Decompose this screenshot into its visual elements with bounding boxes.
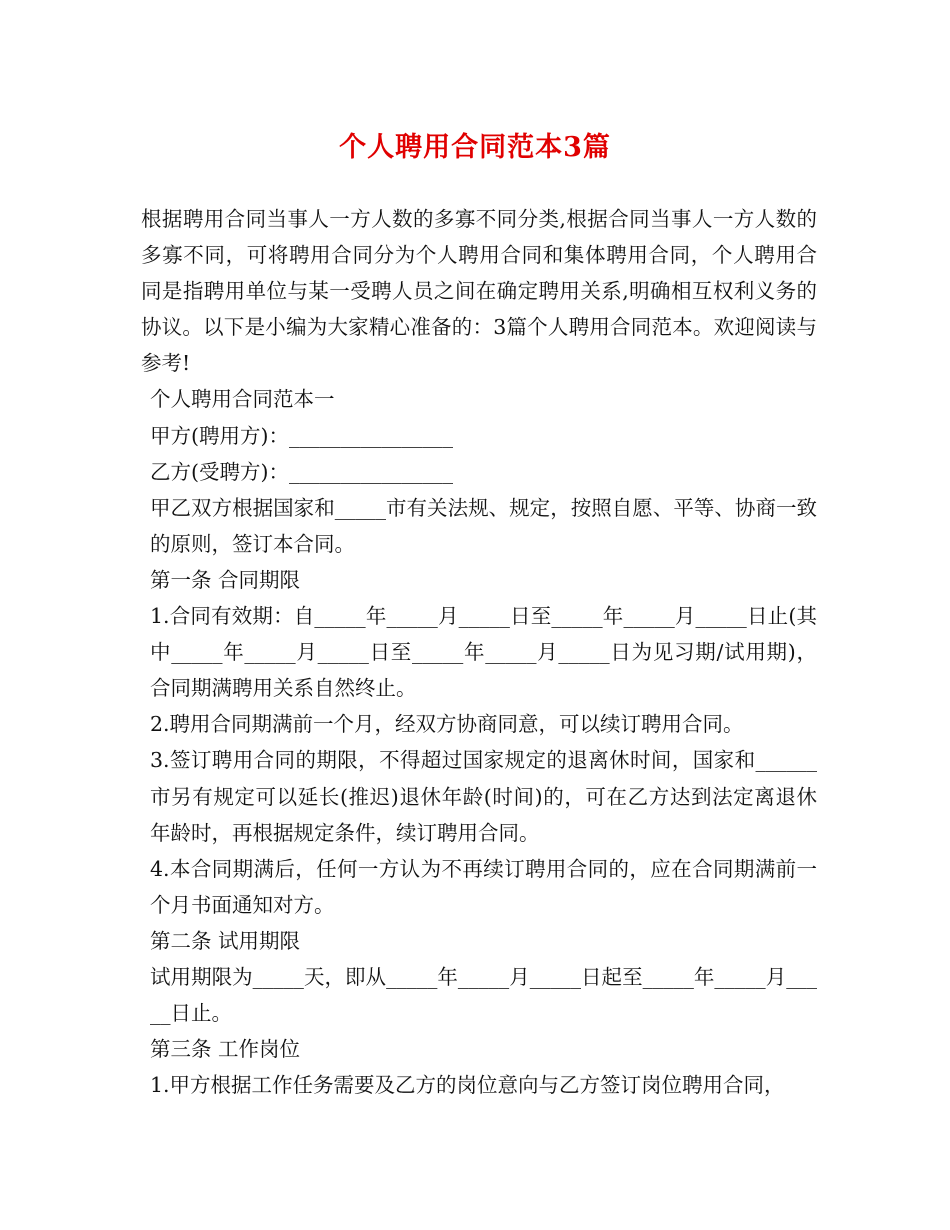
article-heading: 第二条 试用期限 (150, 928, 301, 953)
article-heading: 第一条 合同期限 (150, 567, 301, 592)
party-a-line: 甲方(聘用方)：________________ (150, 423, 453, 448)
clause-paragraph: 2.聘用合同期满前一个月，经双方协商同意，可以续订聘用合同。 (150, 712, 744, 737)
clause-paragraph: 3.签订聘用合同的期限，不得超过国家规定的退离休时间，国家和______市另有规定可以延长(推迟)退休年龄(时间)的，可在乙方达到法定离退休年龄时，再根据规定条件，续订聘用合同。 (150, 748, 817, 845)
preamble-paragraph: 甲乙双方根据国家和_____市有关法规、规定，按照自愿、平等、协商一致的原则，签订本合同。 (150, 495, 817, 556)
article-heading: 第三条 工作岗位 (150, 1037, 301, 1062)
clause-paragraph: 1.甲方根据工作任务需要及乙方的岗位意向与乙方签订岗位聘用合同， (150, 1073, 785, 1098)
section-heading: 个人聘用合同范本一 (150, 387, 335, 412)
party-b-line: 乙方(受聘方)：________________ (150, 459, 453, 484)
clause-paragraph: 4.本合同期满后，任何一方认为不再续订聘用合同的，应在合同期满前一个月书面通知对方。 (150, 856, 817, 917)
document-body (141, 201, 817, 1103)
intro-paragraph: 根据聘用合同当事人一方人数的多寡不同分类,根据合同当事人一方人数的多寡不同，可将聘用合同分为个人聘用合同和集体聘用合同，个人聘用合同是指聘用单位与某一受聘人员之间在确定聘用关系,明确相互权利义务的协议。以下是小编为大家精心准备的：3篇个人聘用合同范本。欢迎阅读与参考! (141, 207, 817, 376)
document-title: 个人聘用合同范本3篇 (339, 132, 611, 163)
clause-paragraph: 1.合同有效期：自_____年_____月_____日至_____年_____月_____日止(其中_____年_____月_____日至_____年_____月_____日为见习期/试用期)，合同期满聘用关系自然终止。 (150, 604, 817, 701)
clause-paragraph: 试用期限为_____天，即从_____年_____月_____日起至_____年_____月_____日止。 (150, 964, 817, 1026)
